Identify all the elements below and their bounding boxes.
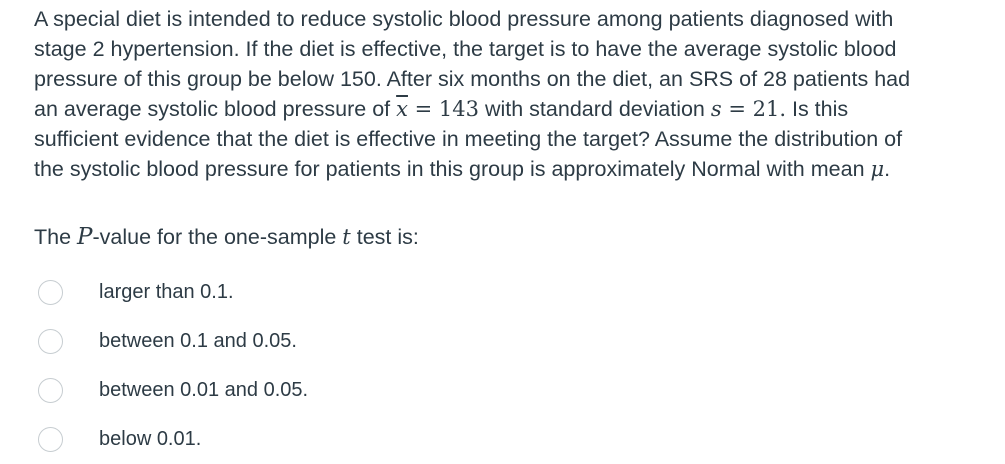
answer-option-3[interactable] [38,366,538,415]
answer-option-label[interactable]: between 0.01 and 0.05. [99,379,309,401]
t-symbol: t [342,225,351,249]
xbar-symbol: $\overline{x}$ [396,97,408,121]
answer-option-1[interactable] [38,268,538,317]
p-symbol: P [77,224,93,250]
prompt-post: test is: [350,225,419,249]
answer-option-label[interactable]: between 0.1 and 0.05. [99,330,297,352]
radio-button-2[interactable] [38,329,63,354]
question-line-4-pre: an average systolic blood pressure of [34,97,397,121]
question-line-4 [34,94,999,124]
prompt-pre: The [34,225,78,249]
answer-option-label[interactable]: below 0.01. [99,428,202,450]
mu-symbol: μ [870,157,885,181]
answer-option-2[interactable] [38,317,538,366]
prompt-mid: -value for the one-sample [92,225,343,249]
s-symbol: s [710,97,722,121]
s-value: = 21. [721,97,786,121]
answer-option-label[interactable]: larger than 0.1. [99,281,234,303]
question-line-2: stage 2 hypertension. If the diet is effective, the target is to have the average systolic blood [34,37,897,61]
question-line-3: pressure of this group be below 150. After six months on the diet, an SRS of 28 patients had [34,67,911,91]
question-text [34,4,999,184]
radio-button-3[interactable] [38,378,63,403]
question-line-4-post: Is this [786,97,849,121]
answer-options [38,268,538,464]
question-line-6-post: . [884,157,891,181]
radio-button-1[interactable] [38,280,63,305]
answer-option-4[interactable] [38,415,538,464]
question-line-6 [34,154,999,184]
xbar-value: = 143 [407,97,479,121]
radio-button-4[interactable] [38,427,63,452]
question-line-5: sufficient evidence that the diet is effective in meeting the target? Assume the distribution of [34,127,903,151]
question-line-1: A special diet is intended to reduce systolic blood pressure among patients diagnosed with [34,7,894,31]
question-line-6-pre: the systolic blood pressure for patients in this group is approximately Normal with mean [34,157,871,181]
question-line-4-mid: with standard deviation [479,97,711,121]
answer-prompt [34,222,419,252]
